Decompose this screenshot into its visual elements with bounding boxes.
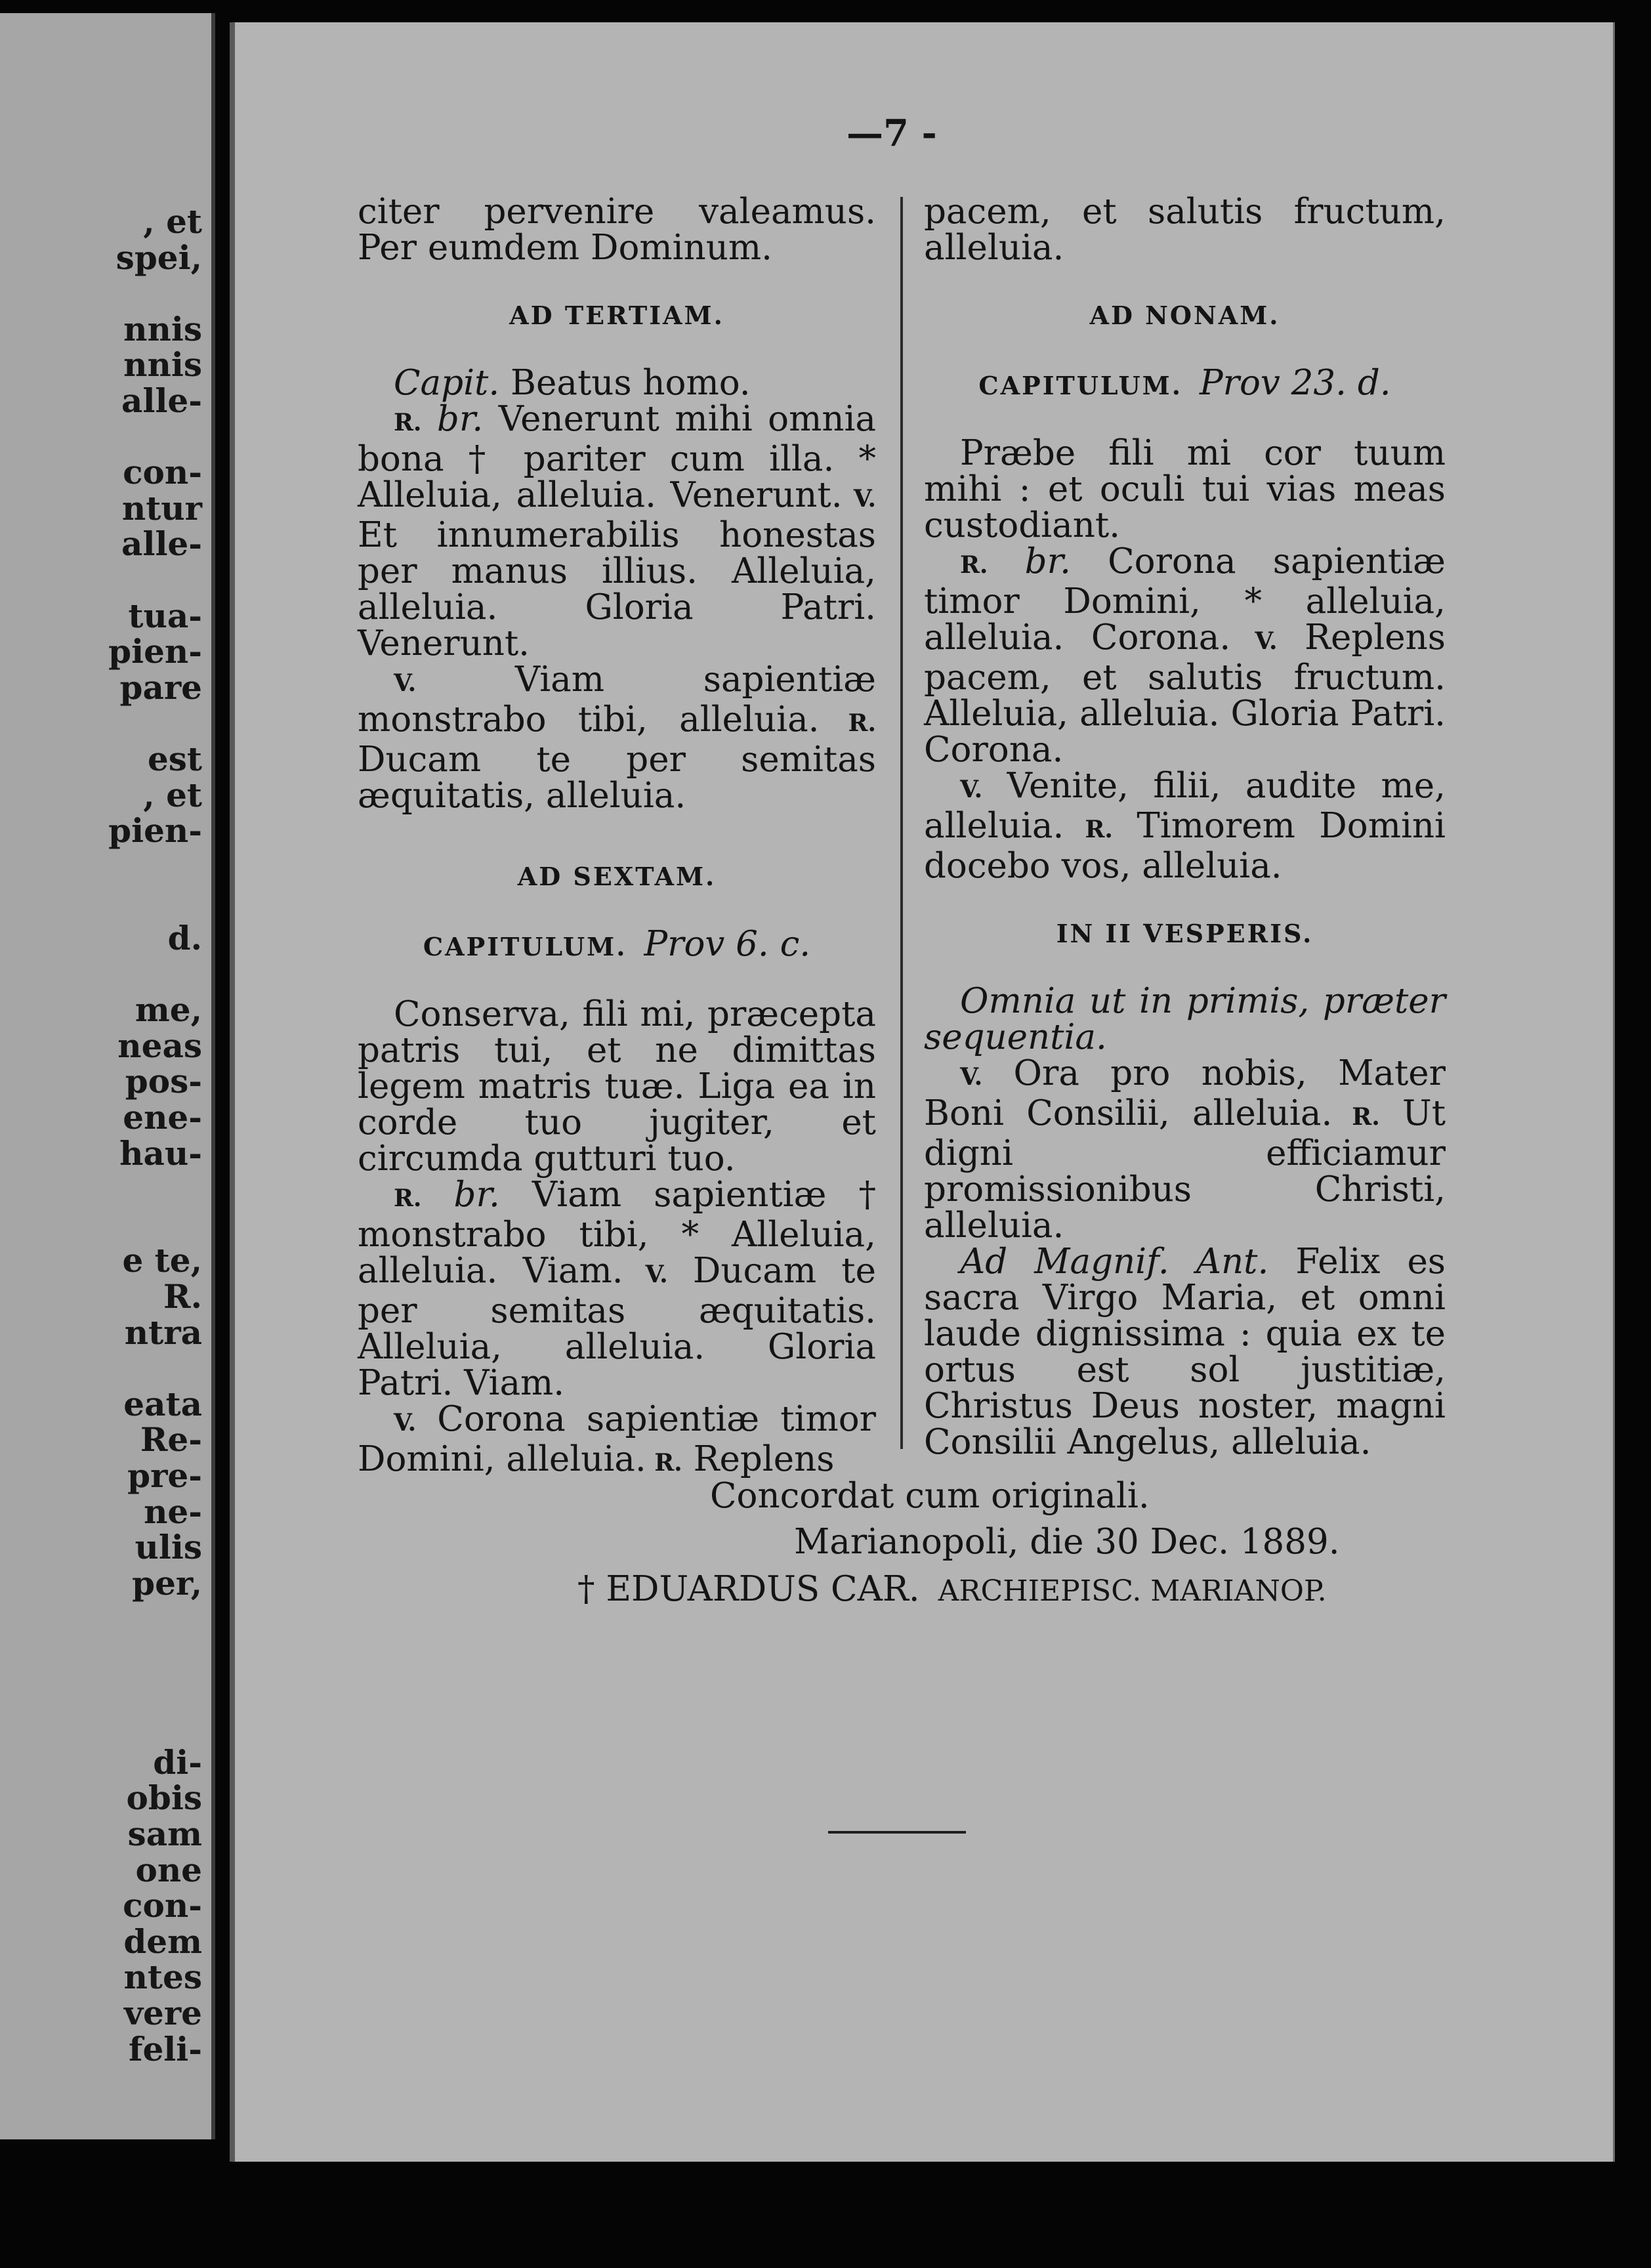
facing-page-line: con- [123,1886,202,1925]
facing-page-line: hau- [119,1133,202,1173]
facing-page-line: alle- [121,381,202,420]
signature-line: † EDUARDUS CAR. ARCHIEPISC. MARIANOP. [577,1569,1327,1609]
facing-page-line: pos- [125,1062,202,1101]
right-column [924,194,1446,1460]
facing-page-line: e te, [122,1241,202,1280]
facing-page-line: , et [143,202,202,241]
heading-in-ii-vesperis: IN II VESPERIS. [1056,919,1314,948]
facing-page-line: eata [123,1384,202,1423]
concordat-line: Concordat cum originali. [710,1476,1150,1516]
facing-page-line: di- [153,1742,202,1782]
facing-page-line: neas [117,1026,202,1065]
sextam-responsory: R. br. Viam sapientiæ † monstrabo tibi, * Alleluia, alleluia. Viam. V. Ducam te per semitas æquitatis. Alleluia, alleluia. Gloria Patri. Viam. [358,1175,877,1403]
place-date-line: Marianopoli, die 30 Dec. 1889. [794,1522,1340,1562]
facing-page-line: ntes [123,1958,202,1997]
sextam-capitulum: CAPITULUM. Prov 6. c. [423,924,811,964]
facing-page-line: sam [127,1815,202,1853]
facing-page-line: spei, [115,238,202,277]
facing-page-line: nnis [123,309,202,348]
vesperis-versicle: V. Ora pro nobis, Mater Boni Consilii, alleluia. R. Ut digni efficiamur promissionibus Christi, alleluia. [924,1053,1446,1246]
facing-page-line: per, [132,1563,202,1603]
facing-page-line: feli- [128,2029,202,2068]
facing-page-line: pien- [108,811,202,850]
facing-page-line: ne- [144,1492,202,1531]
tertiam-responsory: R. br. Venerunt mihi omnia bona † pariter cum illa. * Alleluia, alleluia. Venerunt. V. Et innumerabilis honestas per manus illius. Alleluia, alleluia. Gloria Patri. Venerunt. [358,399,877,663]
facing-page-line: one [135,1850,202,1889]
facing-page-line: ene- [123,1098,202,1137]
facing-page-line: obis [126,1778,202,1818]
heading-ad-nonam: AD NONAM. [1089,301,1280,330]
nonam-responsory: R. br. Corona sapientiæ timor Domini, * alleluia, alleluia. Corona. V. Replens pacem, et salutis fructum. Alleluia, alleluia. Gloria Patri. Corona. [924,541,1446,770]
tertiam-versicle: V. Viam sapientiæ monstrabo tibi, alleluia. R. Ducam te per semitas æquitatis, alleluia. [358,660,876,816]
facing-page-line: dem [123,1922,202,1961]
nonam-capitulum: CAPITULUM. Prov 23. d. [978,363,1391,403]
facing-page-line: me, [135,990,202,1030]
tertiam-capit: Capit. Beatus homo. [394,363,751,403]
facing-page-line: Re- [140,1420,202,1460]
facing-page-line: pre- [127,1456,202,1495]
facing-page-fragment [0,13,215,2139]
right-intro: pacem, et salutis fructum, alleluia. [924,192,1446,268]
column-divider [900,197,903,1449]
facing-page-line: d. [167,919,202,957]
facing-page-line: vere [123,1994,202,2032]
facing-page-line: con- [123,453,202,492]
sextam-versicle: V. Corona sapientiæ timor Domini, alleluia. R. Replens [358,1399,876,1479]
facing-page-line: ntur [121,488,202,528]
nonam-versicle: V. Venite, filii, audite me, alleluia. R. Timorem Domini docebo vos, alleluia. [924,766,1446,886]
facing-page-line: , et [143,775,202,814]
left-intro: citer pervenire valeamus. Per eumdem Dominum. [358,192,876,268]
magnificat-antiphon: Ad Magnif. Ant. Felix es sacra Virgo Maria, et omni laude dignissima : quia ex te ortus est sol justitiæ, Christus Deus noster, magni Consilii Angelus, alleluia. [924,1242,1446,1462]
facing-page-line: ntra [124,1312,202,1352]
facing-page-line: ulis [135,1528,202,1567]
vesperis-omnia: Omnia ut in primis, præter sequentia. [924,981,1446,1057]
facing-page-line: est [147,740,202,778]
facing-page-line: alle- [121,524,202,564]
left-column [358,194,876,1481]
facing-page-line: R. [163,1277,202,1316]
facing-page-line: pien- [108,632,202,671]
nonam-text: Præbe fili mi cor tuum mihi : et oculi tui vias meas custodiant. [924,433,1446,545]
facing-page-line: pare [119,667,202,707]
sextam-text: Conserva, fili mi, præcepta patris tui, et ne dimittas legem matris tuæ. Liga ea in corde tuo jugiter, et circumda gutturi tuo. [358,994,876,1179]
page-number: —7 - [846,112,937,155]
facing-page-line: nnis [123,345,202,385]
facing-page-line: tua- [128,596,202,635]
heading-ad-tertiam: AD TERTIAM. [509,301,724,330]
closing-rule [828,1831,966,1834]
heading-ad-sextam: AD SEXTAM. [517,862,717,891]
